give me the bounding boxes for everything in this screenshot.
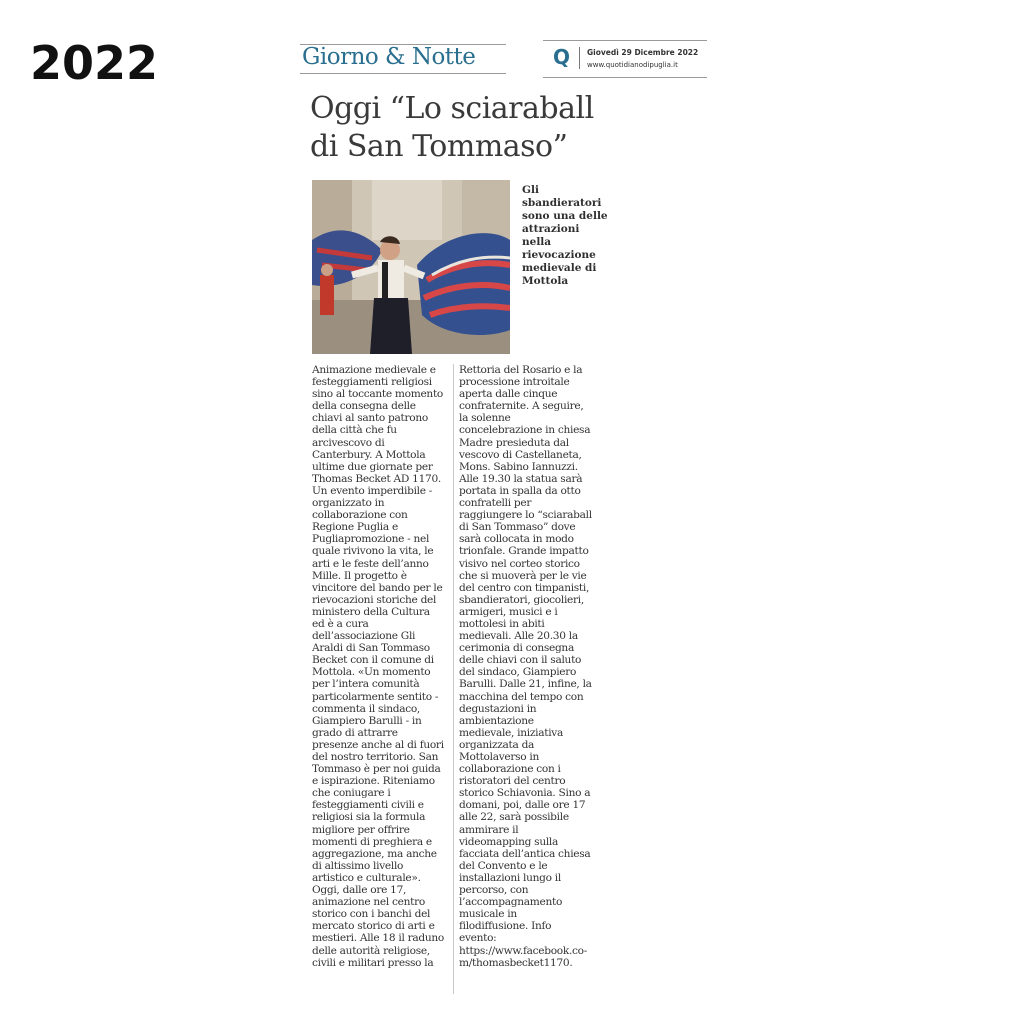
section-masthead (300, 44, 506, 74)
article-text-line: percorso, con (459, 884, 529, 897)
article-text-line: delle autorità religiose, (312, 944, 430, 957)
article-text-line: civili e militari presso la (312, 956, 434, 969)
article-text-line: Tommaso è per noi guida (312, 763, 441, 776)
article-text-line: chiavi al santo patrono (312, 412, 428, 425)
article-text-line: Oggi, dalle ore 17, (312, 884, 407, 897)
article-text-line: https://www.facebook.co- (459, 944, 588, 957)
article-text-line: Araldi di San Tommaso (312, 642, 430, 655)
article-text-line: Rettoria del Rosario e la (459, 364, 583, 376)
article-text-line: Mottola. «Un momento (312, 666, 431, 679)
article-text-line: collaborazione con (312, 509, 408, 522)
article-text-line: l’accompagnamento (459, 896, 563, 909)
issue-date: Giovedì 29 Dicembre 2022 (587, 48, 699, 57)
headline-line: di San Tommaso” (310, 129, 568, 164)
newspaper-logo-icon: Q (553, 45, 571, 69)
article-text-line: Mons. Sabino Iannuzzi. (459, 460, 578, 473)
article-text-line: evento: (459, 932, 497, 945)
article-text-line: domani, poi, dalle ore 17 (459, 799, 586, 812)
year-label: 2022 (30, 36, 159, 90)
article-text-line: storico con i banchi del (312, 908, 431, 921)
article-text-line: ammirare il (459, 823, 519, 836)
article-text-line: grado di attrarre (312, 726, 398, 739)
article-text-line: la solenne (459, 412, 511, 425)
article-text-line: medievali. Alle 20.30 la (459, 630, 578, 643)
article-text-line: storico Schiavonia. Sino a (459, 787, 591, 800)
article-text-line: mercato storico di arti e (312, 920, 435, 933)
article-text-line: filodiffusione. Info (459, 920, 552, 933)
article-text-line: festeggiamenti civili e (312, 799, 424, 812)
caption-line: Gli (522, 184, 539, 196)
article-text-line: artistico e culturale». (312, 871, 421, 884)
article-text-line: del nostro territorio. San (312, 751, 439, 763)
newspaper-clipping (296, 38, 716, 998)
article-text-line: medievale, iniziativa (459, 726, 563, 739)
article-text-line: momenti di preghiera e (312, 835, 432, 848)
article-text-line: sarà collocata in modo (459, 533, 574, 546)
article-text-line: raggiungere lo “sciaraball (459, 509, 592, 522)
article-text-line: organizzato in (312, 497, 385, 510)
article-text-line: Canterbury. A Mottola (312, 448, 426, 461)
article-text-line: e ispirazione. Riteniamo (312, 775, 435, 788)
article-text-line: degustazioni in (459, 702, 537, 715)
article-text-line: della città che fu (312, 424, 397, 437)
article-text-line: armigeri, musici e i (459, 605, 558, 618)
article-text-line: arti e le feste dell’anno (312, 557, 429, 570)
article-text-line: confraternite. A seguire, (459, 400, 584, 413)
article-text-line: della consegna delle (312, 400, 416, 413)
article-text-line: Pugliapromozione - nel (312, 533, 430, 546)
article-text-line: ambientazione (459, 714, 534, 727)
flag-wavers-photo (312, 180, 510, 354)
article-text-line: Mottolaverso in (459, 751, 540, 763)
article-text-line: portata in spalla da otto (459, 484, 581, 497)
photo-illustration (312, 180, 510, 354)
article-text-line: Alle 19.30 la statua sarà (459, 472, 583, 485)
caption-line: Mottola (522, 275, 569, 287)
article-text-line: che si muoverà per le vie (459, 569, 587, 582)
article-text-line: aggregazione, ma anche (312, 847, 437, 860)
article-text-line: di San Tommaso” dove (459, 521, 576, 534)
article-text-line: del Convento e le (459, 859, 548, 872)
article-text-line: processione introitale (459, 376, 570, 389)
newspaper-website: www.quotidianodipuglia.it (587, 61, 678, 69)
article-text-line: del centro con timpanisti, (459, 581, 590, 594)
article-text-line: arcivescovo di (312, 436, 385, 449)
article-text-line: religiosi sia la formula (312, 811, 426, 824)
article-text-line: particolarmente sentito - (312, 690, 439, 703)
article-text-line: Un evento imperdibile - (312, 484, 433, 497)
article-text-line: festeggiamenti religiosi (312, 376, 432, 389)
article-text-line: animazione nel centro (312, 896, 425, 909)
article-text-line: per l’intera comunità (312, 678, 420, 691)
logo-divider (579, 47, 580, 69)
article-text-line: visivo nel corteo storico (459, 557, 580, 570)
article-text-line: di altissimo livello (312, 859, 404, 872)
article-text-line: installazioni lungo il (459, 871, 561, 884)
article-text-line: ed è a cura (312, 617, 369, 630)
article-text-line: quale rivivono la vita, le (312, 545, 434, 558)
article-text-line: vincitore del bando per le (312, 581, 443, 594)
article-text-line: ristoratori del centro (459, 775, 566, 788)
caption-line: attrazioni (522, 223, 580, 235)
article-text-line: migliore per offrire (312, 823, 410, 836)
section-title: Giorno & Notte (302, 44, 476, 70)
article-column-left (312, 364, 462, 969)
article-text-line: collaborazione con i (459, 763, 561, 776)
article-text-line: Becket con il comune di (312, 654, 434, 667)
article-text-line: delle chiavi con il saluto (459, 654, 582, 667)
article-text-line: Giampiero Barulli - in (312, 714, 422, 727)
article-text-line: rievocazioni storiche del (312, 593, 437, 606)
newspaper-info (543, 40, 707, 78)
article-headline (310, 90, 710, 166)
article-text-line: ministero della Cultura (312, 605, 430, 618)
article-text-line: commenta il sindaco, (312, 702, 421, 715)
article-text-line: macchina del tempo con (459, 690, 584, 703)
article-text-line: vescovo di Castellaneta, (459, 448, 582, 461)
article-text-line: concelebrazione in chiesa (459, 424, 591, 437)
article-text-line: Animazione medievale e (312, 364, 436, 376)
article-text-line: Thomas Becket AD 1170. (312, 472, 441, 485)
column-divider (453, 364, 454, 994)
article-text-line: videomapping sulla (459, 835, 559, 848)
caption-line: sono una delle (522, 210, 608, 222)
article-text-line: alle 22, sarà possibile (459, 811, 569, 824)
article-text-line: mestieri. Alle 18 il raduno (312, 932, 444, 945)
article-column-right (459, 364, 609, 969)
article-text-line: facciata dell’antica chiesa (459, 847, 591, 860)
article-text-line: Regione Puglia e (312, 521, 398, 534)
article-text-line: organizzata da (459, 738, 535, 751)
article-text-line: sbandieratori, giocolieri, (459, 593, 584, 606)
caption-line: sbandieratori (522, 197, 602, 209)
article-text-line: m/thomasbecket1170. (459, 956, 573, 969)
article-text-line: Madre presieduta dal (459, 436, 569, 449)
article-text-line: mottolesi in abiti (459, 617, 545, 630)
caption-line: nella (522, 236, 552, 248)
photo-caption (522, 184, 612, 288)
article-text-line: trionfale. Grande impatto (459, 545, 589, 558)
article-text-line: Barulli. Dalle 21, infine, la (459, 678, 592, 691)
article-text-line: dell’associazione Gli (312, 630, 416, 643)
headline-line: Oggi “Lo sciaraball (310, 91, 594, 126)
caption-line: rievocazione (522, 249, 596, 261)
article-text-line: Mille. Il progetto è (312, 569, 407, 582)
caption-line: medievale di (522, 262, 597, 274)
article-text-line: del sindaco, Giampiero (459, 666, 577, 679)
article-text-line: cerimonia di consegna (459, 642, 574, 655)
article-text-line: confratelli per (459, 497, 532, 510)
article-text-line: che coniugare i (312, 787, 391, 800)
article-text-line: aperta dalle cinque (459, 388, 558, 401)
article-text-line: presenze anche al di fuori (312, 738, 444, 751)
article-text-line: ultime due giornate per (312, 460, 433, 473)
article-text-line: musicale in (459, 908, 517, 921)
article-text-line: sino al toccante momento (312, 388, 443, 401)
